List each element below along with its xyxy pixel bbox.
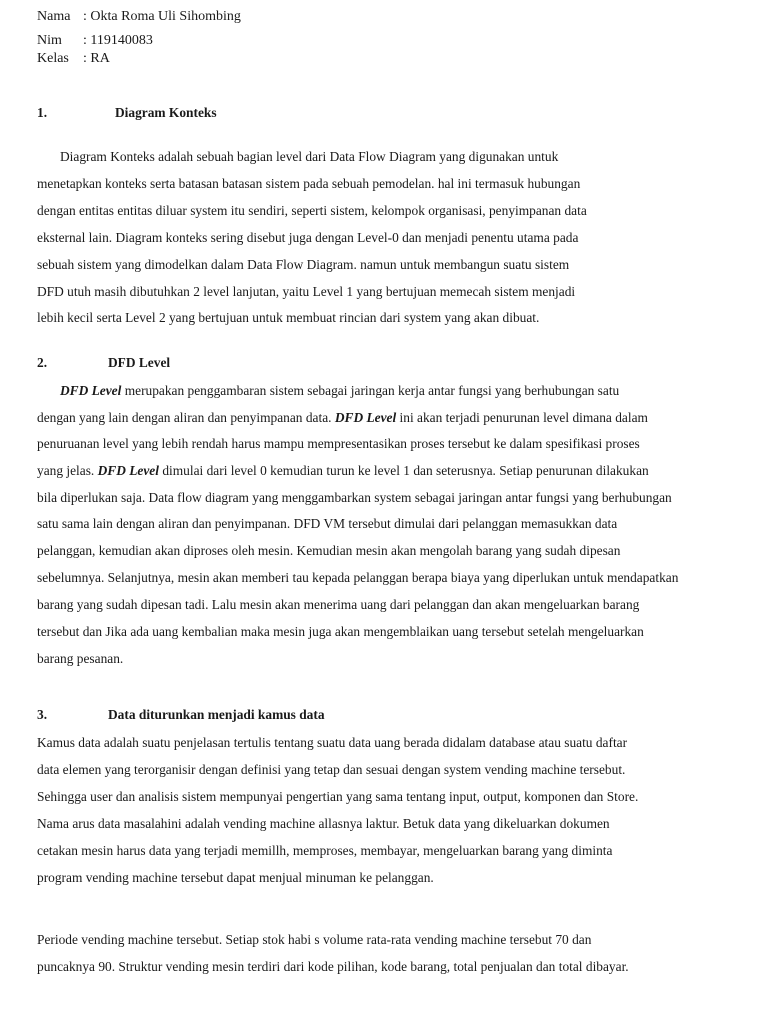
kelas-label: Kelas [37,51,69,66]
s1-line: sebuah sistem yang dimodelkan dalam Data Flow Diagram. namun untuk membangun suatu sistem [37,257,570,272]
section-1-heading [37,105,217,121]
dfd-level-term: DFD Level [60,383,122,398]
s2-line: pelanggan, kemudian akan diproses oleh mesin. Kemudian mesin akan mengolah barang yang sudah dipesan [37,543,621,558]
nim-label: Nim [37,33,62,48]
s3-line: Kamus data adalah suatu penjelasan tertulis tentang suatu data uang berada didalam database atau suatu daftar [37,735,628,750]
s1-line: lebih kecil serta Level 2 yang bertujuan untuk membuat rincian dari system yang akan dibuat. [37,310,540,325]
s2-line: barang yang sudah dipesan tadi. Lalu mesin akan menerima uang dari pelanggan dan akan mengeluarkan barang [37,597,640,612]
s2-line: satu sama lain dengan aliran dan penyimpanan. DFD VM tersebut dimulai dari pelanggan memasukkan data [37,516,618,531]
s2-line: bila diperlukan saja. Data flow diagram yang menggambarkan system sebagai jaringan antar fungsi yang berhubungan [37,490,672,505]
s1-line: menetapkan konteks serta batasan batasan sistem pada sebuah pemodelan. hal ini termasuk hubungan [37,176,581,191]
s1-line: Diagram Konteks adalah sebuah bagian level dari Data Flow Diagram yang digunakan untuk [60,149,559,164]
s2-line: penuruanan level yang lebih rendah harus mampu mempresentasikan proses tersebut ke dalam spesifikasi proses [37,436,640,451]
dfd-level-term: DFD Level [334,410,397,425]
nama-label: Nama [37,9,71,24]
section-2-heading [37,355,171,371]
section-2-number: 2. [37,355,48,370]
s2-line: dengan yang lain dengan aliran dan penyimpanan data. DFD Level ini akan terjadi penurunan level dimana dalam [37,410,648,425]
s1-line: DFD utuh masih dibutuhkan 2 level lanjutan, yaitu Level 1 yang bertujuan memecah sistem menjadi [37,284,576,299]
nama-value: : Okta Roma Uli Sihombing [83,9,241,24]
section-1-title: Diagram Konteks [115,105,217,120]
s3-line: Sehingga user dan analisis sistem mempunyai pengertian yang sama tentang input, output, komponen dan Store. [37,789,639,804]
s2-line: yang jelas. DFD Level dimulai dari level 0 kemudian turun ke level 1 dan seterusnya. Setiap penurunan dilakukan [37,463,649,478]
section-3-number: 3. [37,707,48,722]
kelas-value: : RA [83,51,110,66]
section-3-title: Data diturunkan menjadi kamus data [108,707,325,722]
s1-line: dengan entitas entitas diluar system itu sendiri, seperti sistem, kelompok organisasi, penyimpanan data [37,203,587,218]
s3-line: Nama arus data masalahini adalah vending machine allasnya laktur. Betuk data yang dikeluarkan dokumen [37,816,610,831]
s3-para2-line: puncaknya 90. Struktur vending mesin terdiri dari kode pilihan, kode barang, total penjualan dan total dibayar. [37,959,629,974]
kelas-row [37,51,110,67]
section-3-heading [37,707,325,723]
s2-line: DFD Level merupakan penggambaran sistem sebagai jaringan kerja antar fungsi yang berhubungan satu [60,383,620,398]
nama-row [37,9,241,25]
s3-line: data elemen yang terorganisir dengan definisi yang tetap dan sesuai dengan system vending machine tersebut. [37,762,626,777]
nim-value: : 119140083 [83,33,153,48]
s2-line: sebelumnya. Selanjutnya, mesin akan memberi tau kepada pelanggan berapa biaya yang diperlukan untuk mendapatkan [37,570,679,585]
s2-line: tersebut dan Jika ada uang kembalian maka mesin juga akan mengemblaikan uang tersebut setelah mengeluarkan [37,624,644,639]
s3-para2-line: Periode vending machine tersebut. Setiap stok habi s volume rata-rata vending machine tersebut 70 dan [37,932,592,947]
s2-line: barang pesanan. [37,651,124,666]
section-1-number: 1. [37,105,48,120]
s1-line: eksternal lain. Diagram konteks sering disebut juga dengan Level-0 dan menjadi penentu utama pada [37,230,579,245]
dfd-level-term: DFD Level [97,463,159,478]
section-2-title: DFD Level [108,355,171,370]
s3-line: cetakan mesin harus data yang terjadi memillh, memproses, membayar, mengeluarkan barang yang diminta [37,843,613,858]
nim-row [37,33,153,49]
s3-line: program vending machine tersebut dapat menjual minuman ke pelanggan. [37,870,434,885]
